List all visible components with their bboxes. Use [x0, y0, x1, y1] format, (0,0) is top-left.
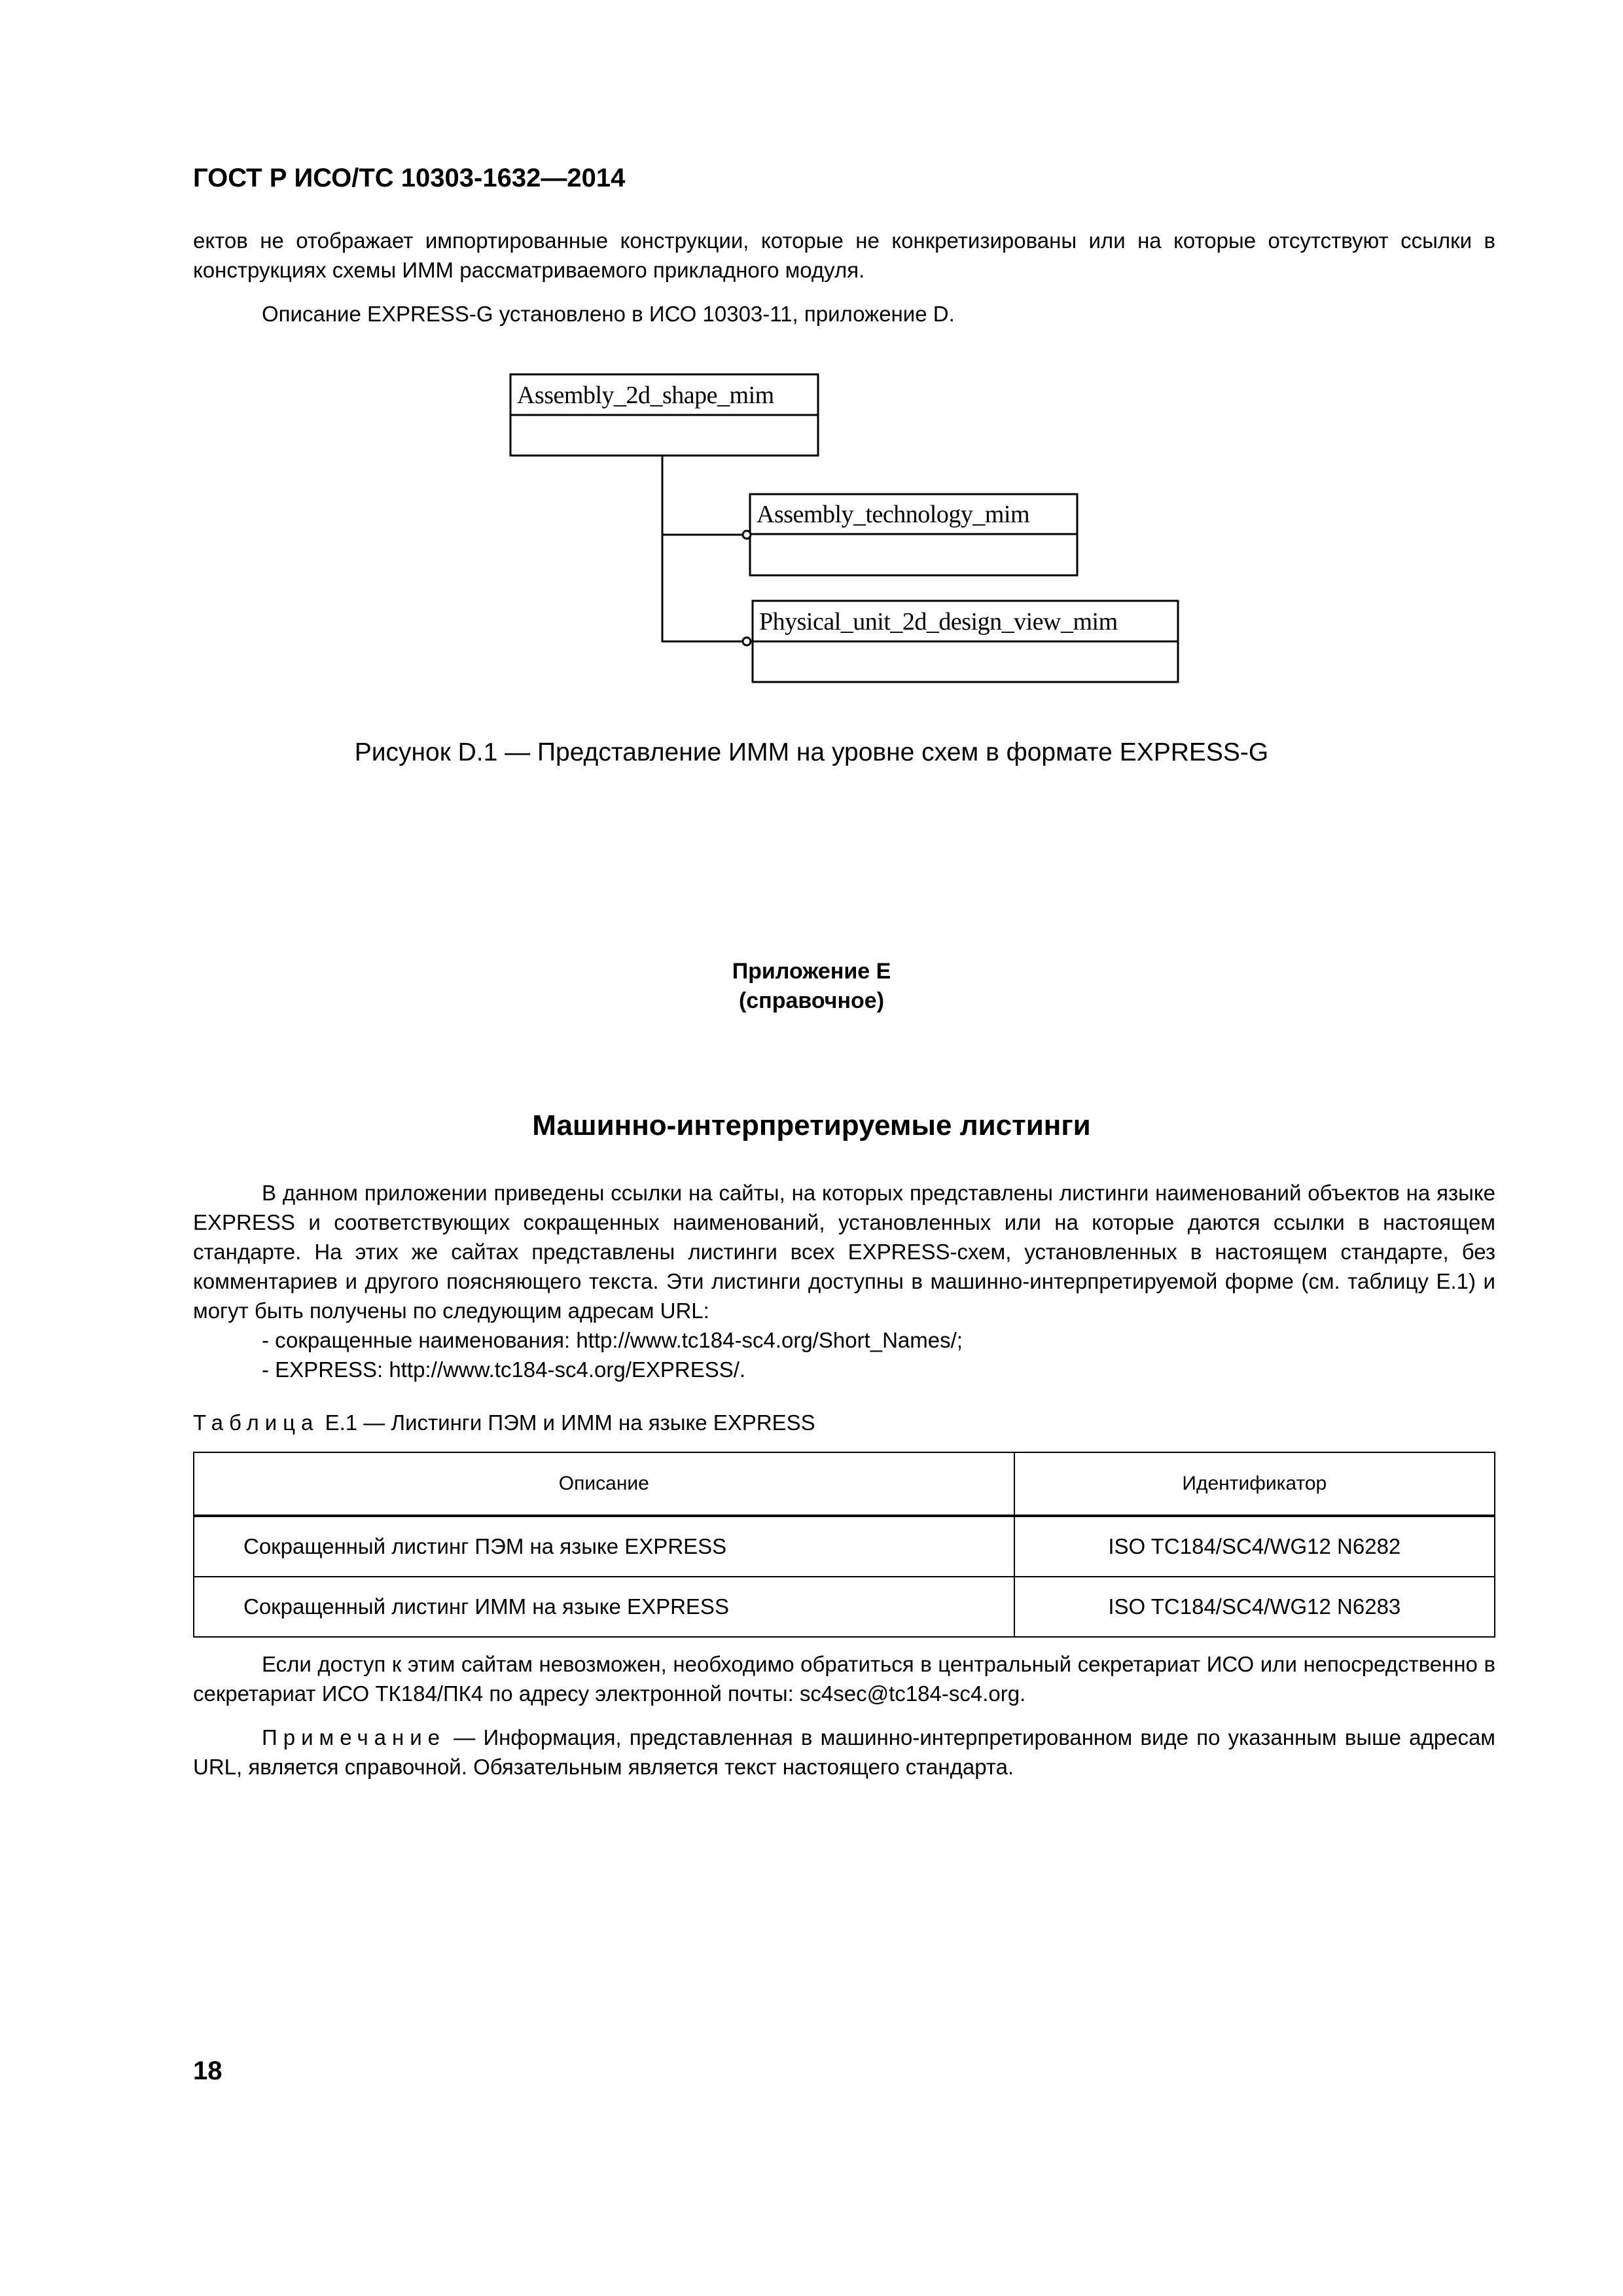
listings-table [193, 1452, 1495, 1638]
express-g-note: Описание EXPRESS-G установлено в ИСО 10303-11, приложение D. [262, 302, 955, 326]
diagram-label: Physical_unit_2d_design_view_mim [759, 608, 1118, 636]
document-header: ГОСТ Р ИСО/ТС 10303-1632—2014 [193, 164, 626, 192]
page-number: 18 [193, 2056, 223, 2085]
table-row [194, 1577, 1495, 1637]
table-caption-text: E.1 — Листинги ПЭМ и ИММ на языке EXPRESS [325, 1410, 815, 1435]
body-paragraph: В данном приложении приведены ссылки на сайты, на которых представлены листинги наименований объектов на языке EXPRESS и соответствующих сокращенных наименований, установленных или на которые даются ссылки в настоящем стандарте. На этих же сайтах представлены листинги всех EXPRESS-схем, установленных в настоящем стандарте, без комментариев и другого поясняющего текста. Эти листинги доступны в машинно-интерпретируемой форме (см. таблицу E.1) и могут быть получены по следующим адресам URL: [193, 1181, 1495, 1323]
table-header-row [194, 1452, 1495, 1516]
appendix-subtitle: (справочное) [738, 988, 885, 1013]
table-row [194, 1516, 1495, 1577]
table-header-cell: Описание [194, 1452, 1014, 1516]
figure-caption: Рисунок D.1 — Представление ИММ на уровне схем в формате EXPRESS-G [354, 738, 1269, 766]
express-g-diagram [497, 367, 1191, 694]
intro-text [193, 226, 1495, 329]
table-header-cell: Идентификатор [1014, 1452, 1495, 1516]
table-cell-description: Сокращенный листинг ИММ на языке EXPRESS [194, 1577, 1014, 1637]
table-cell-description: Сокращенный листинг ПЭМ на языке EXPRESS [194, 1516, 1014, 1577]
diagram-connector [662, 456, 745, 641]
access-note [193, 1649, 1495, 1708]
appendix-title: Приложение E [732, 959, 891, 984]
note [193, 1723, 1495, 1782]
intro-continuation: ектов не отображает импортированные конструкции, которые не конкретизированы или на которые отсутствуют ссылки в конструкциях схемы ИММ рассматриваемого прикладного модуля. [193, 228, 1495, 282]
diagram-label: Assembly_2d_shape_mim [517, 382, 774, 409]
section-title: Машинно-интерпретируемые листинги [532, 1109, 1091, 1141]
table-cell-identifier: ISO TC184/SC4/WG12 N6283 [1014, 1577, 1495, 1637]
table-caption [193, 1410, 815, 1435]
table-cell-identifier: ISO TC184/SC4/WG12 N6282 [1014, 1516, 1495, 1577]
diagram-label: Assembly_technology_mim [757, 501, 1030, 528]
list-item: - EXPRESS: http://www.tc184-sc4.org/EXPRESS/. [262, 1357, 746, 1382]
diagram-node-marker [743, 637, 751, 645]
body-text [193, 1178, 1495, 1384]
table-caption-label: Таблица [193, 1410, 319, 1435]
diagram-node-marker [743, 531, 751, 539]
list-item: - сокращенные наименования: http://www.tc184-sc4.org/Short_Names/; [262, 1328, 963, 1352]
note-text: — Информация, представленная в машинно-интерпретированном виде по указанным выше адресам URL, является справочной. Обязательным является текст настоящего стандарта. [193, 1725, 1495, 1779]
note-label: Примечание [262, 1725, 446, 1749]
access-note-text: Если доступ к этим сайтам невозможен, необходимо обратиться в центральный секретариат ИСО или непосредственно в секретариат ИСО ТК184/ПК4 по адресу электронной почты: sc4sec@tc184-sc4.org. [193, 1652, 1495, 1706]
